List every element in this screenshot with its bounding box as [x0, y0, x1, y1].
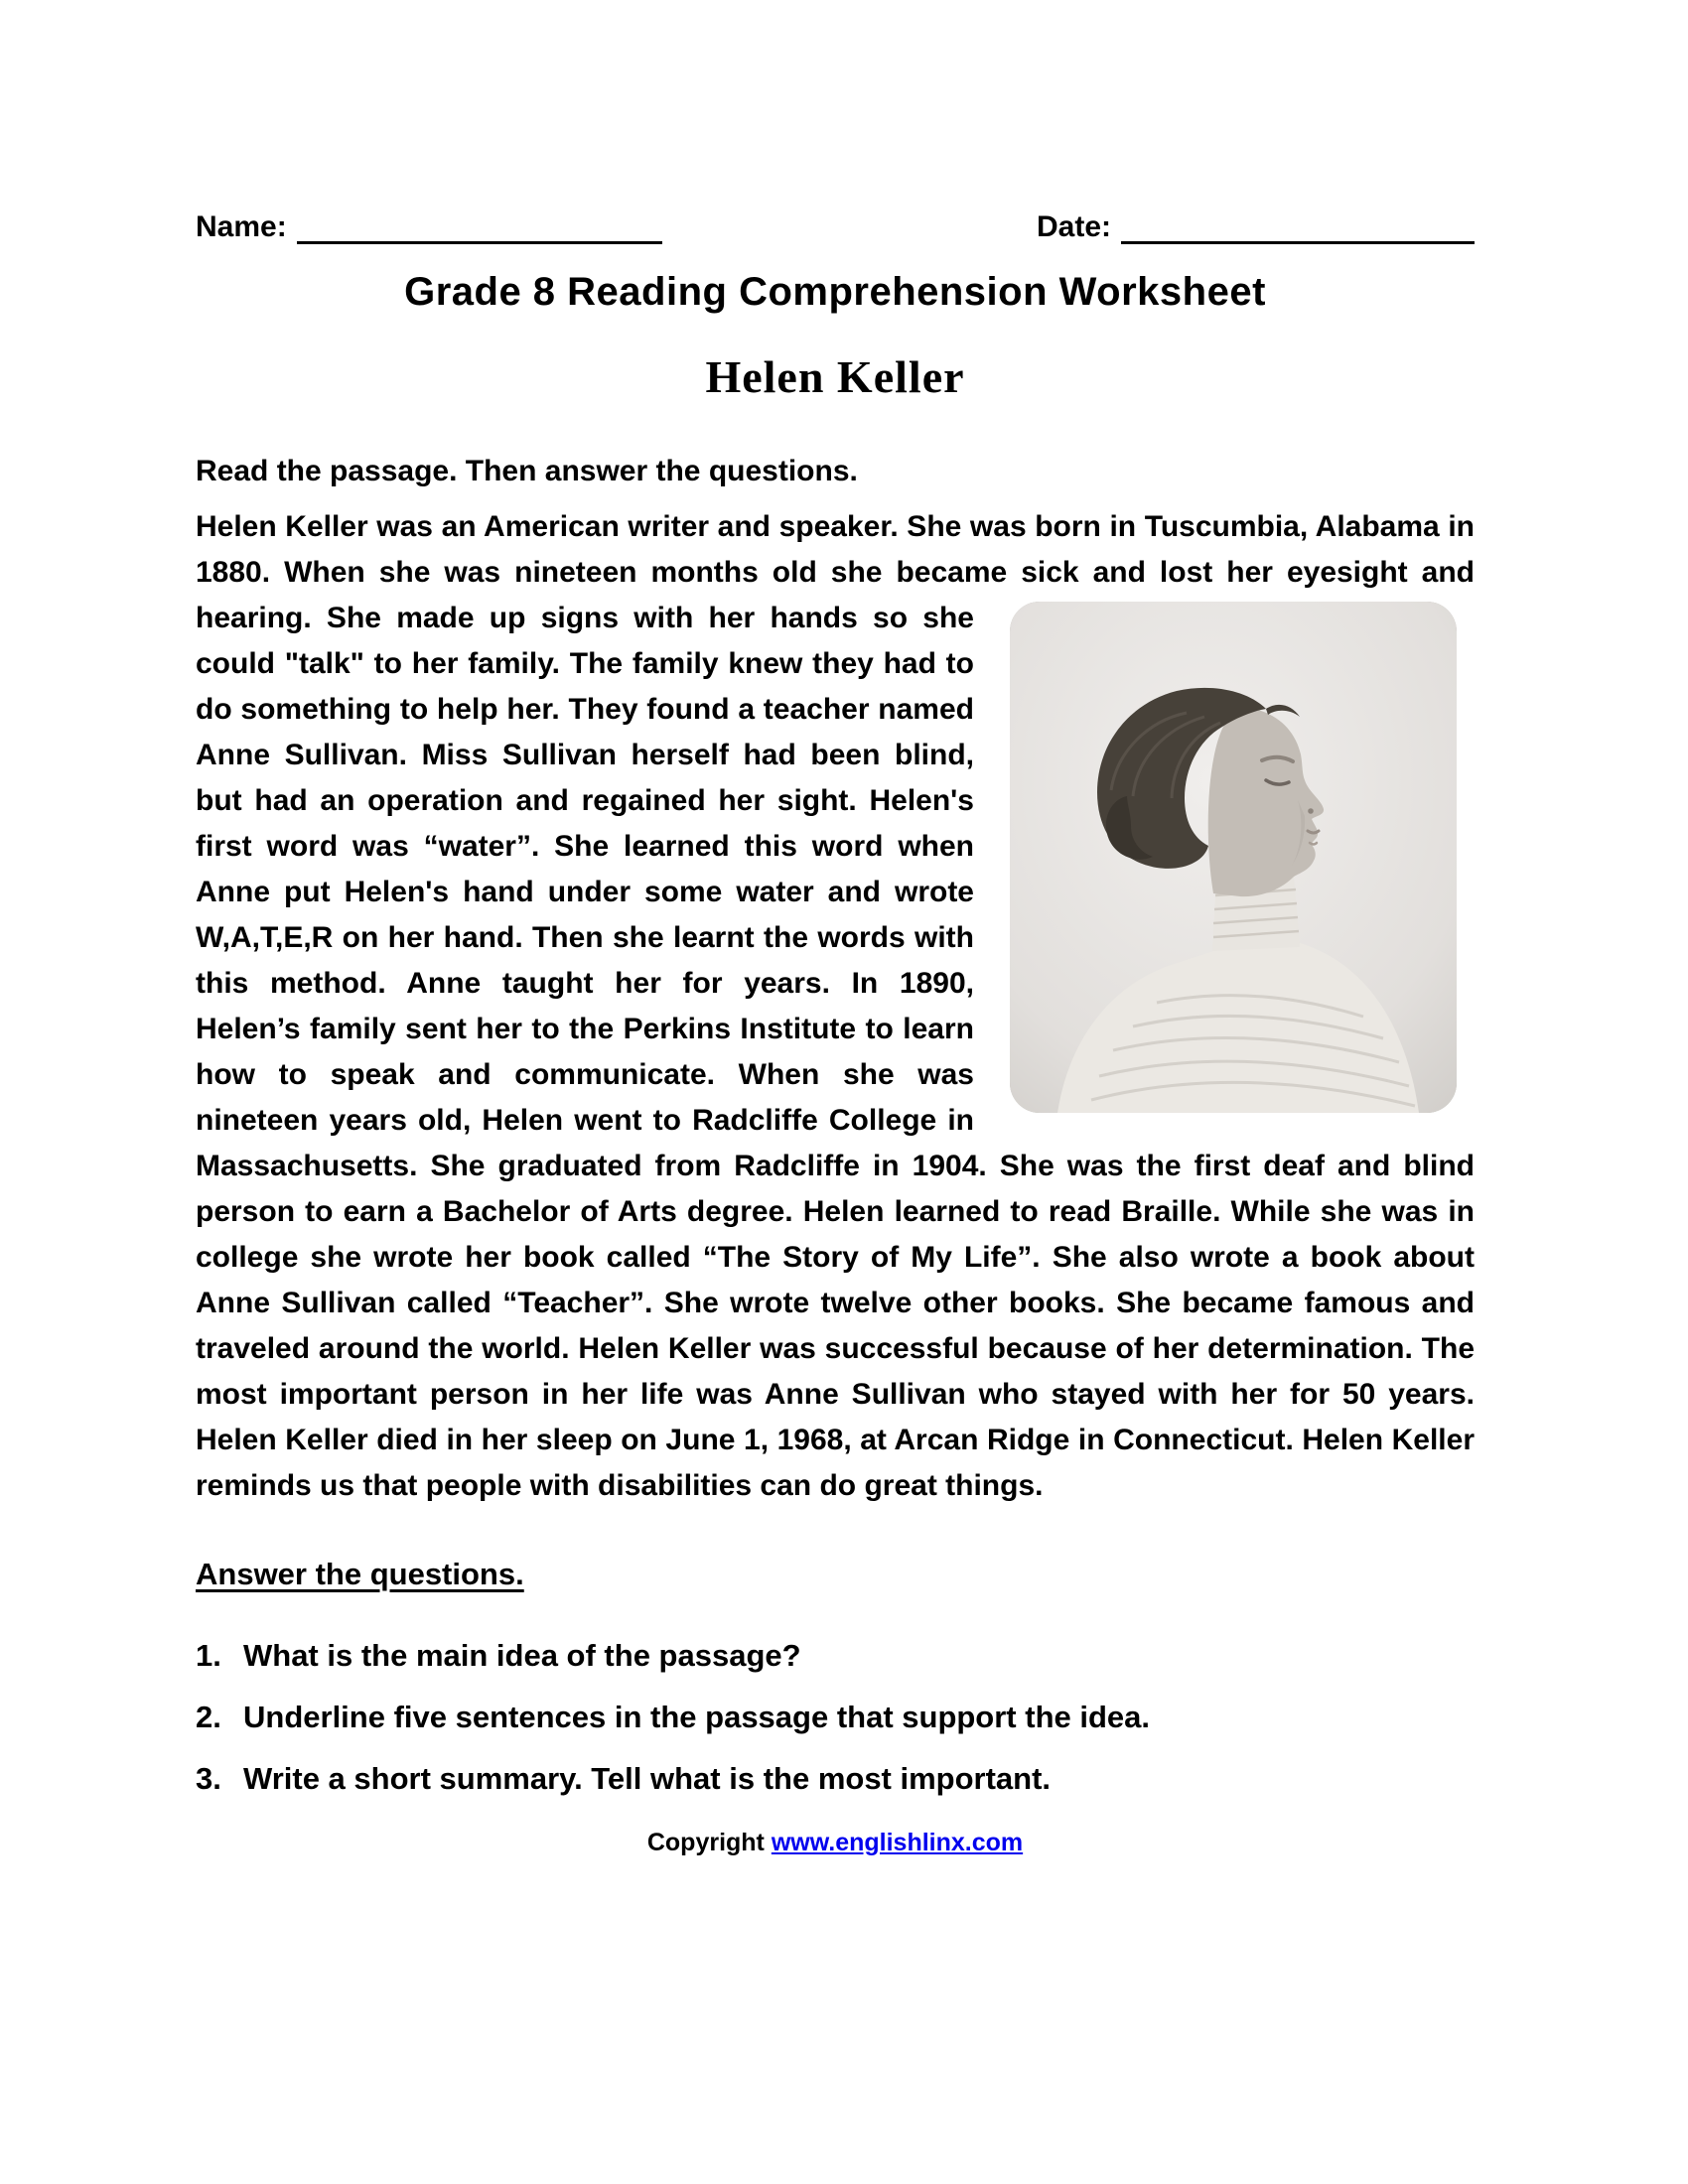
question-number: 3.	[196, 1761, 221, 1796]
passage-part-2: her eyesight and hearing. She made up signs with her hands so she could "talk" to her family. The family knew they had to do something to help her. They found a teacher named Anne Sullivan. Miss Sullivan herself had been blind, but had an operation and regained her sight. Helen's first word was “water”. She learned this word when Anne put Helen's hand under some water and wrote W,A,T,E,R on her hand. Then she learnt the words with this method. Anne taught her for years. In 1890, Helen’s family sent her to the Perkins Institute to learn how to speak and communicate. When she was nineteen years old, Helen went to Radcliffe College in Massachusetts. She graduated from Radcliffe in 1904. She was the first deaf and blind person to earn a Bachelor of Arts degree. Helen learned to read Braille. While she was in college she wrote her book called “The Story of My Life”. She also wrote a book about Anne Sullivan called “Teacher”. She wrote twelve other books. She became famous and traveled around the world. Helen Keller was successful because of her determination. The most important person in her life was Anne Sullivan who stayed with her for 50 years. Helen Keller died in her sleep on June 1, 1968, at Arcan Ridge in Connecticut. Helen Keller reminds us that people with disabilities can do great things.	[196, 556, 1475, 1502]
name-date-row	[196, 205, 1475, 244]
passage-title: Helen Keller	[705, 351, 965, 402]
passage	[196, 504, 1475, 1509]
date-label: Date:	[1036, 210, 1111, 243]
name-label: Name:	[196, 210, 287, 243]
portrait-illustration	[1010, 602, 1457, 1113]
worksheet-title: Grade 8 Reading Comprehension Worksheet	[404, 270, 1266, 314]
copyright-prefix: Copyright	[646, 1829, 772, 1856]
question-number: 1.	[196, 1638, 221, 1673]
copyright-line	[196, 1829, 1475, 1857]
passage-part-1: Helen Keller was an American writer and speaker. She was born in Tuscumbia, Alabama in 1880. When she was nineteen months old she became sick and lost	[196, 510, 1475, 589]
date-field-group	[1037, 210, 1475, 244]
name-fill-line	[297, 210, 662, 244]
helen-keller-photo	[1010, 602, 1457, 1113]
question-text: Underline five sentences in the passage that support the idea.	[243, 1700, 1151, 1734]
date-fill-line	[1121, 210, 1475, 244]
question-number: 2.	[196, 1700, 221, 1734]
question-item	[196, 1698, 1475, 1737]
question-text: Write a short summary. Tell what is the most important.	[243, 1761, 1052, 1796]
question-item	[196, 1759, 1475, 1799]
questions-list	[196, 1636, 1475, 1799]
instruction-text: Read the passage. Then answer the questions.	[196, 455, 858, 487]
question-text: What is the main idea of the passage?	[243, 1638, 801, 1673]
copyright-link[interactable]: www.englishlinx.com	[771, 1829, 1024, 1856]
question-item	[196, 1636, 1475, 1676]
name-field-group	[196, 210, 662, 244]
answer-heading: Answer the questions.	[196, 1557, 524, 1591]
